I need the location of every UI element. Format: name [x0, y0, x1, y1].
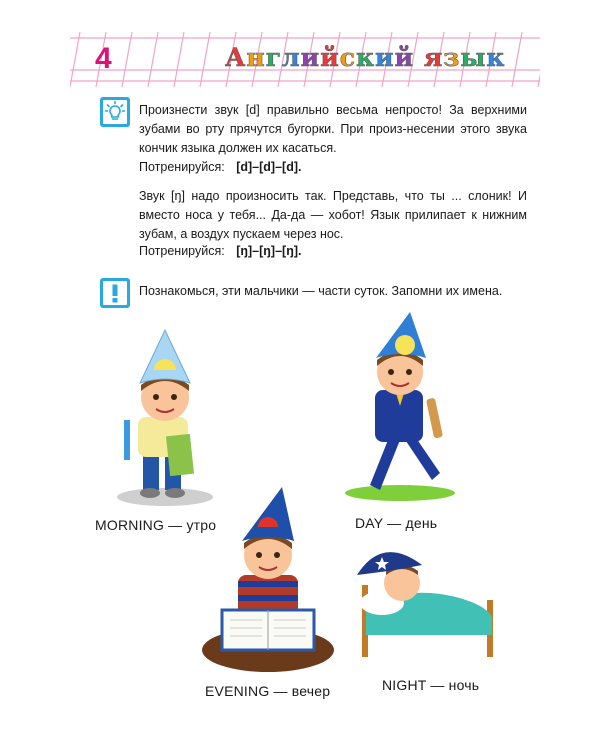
tip-paragraph-2: Звук [ŋ] надо произносить так. Представь, что ты ... слоник! И вместо носа у тебя... Да-да — хобот! Язык прилипает к нижним зубам, а воздух пускаем через нос. — [139, 189, 527, 241]
morning-label: MORNING — утро — [95, 517, 217, 533]
day-character — [340, 310, 460, 505]
evening-character — [200, 485, 335, 677]
title-letter: к — [355, 43, 376, 72]
page-title — [225, 43, 505, 72]
title-letter: я — [423, 43, 444, 72]
evening-label: EVENING — вечер — [205, 683, 331, 699]
practice-1 — [139, 158, 527, 177]
practice-1-value: [d]–[d]–[d]. — [236, 160, 302, 174]
night-label: NIGHT — ночь — [382, 677, 480, 693]
title-letter: А — [225, 43, 247, 72]
night-character — [352, 545, 502, 660]
practice-2-label: Потренируйся: — [139, 244, 225, 258]
practice-1-label: Потренируйся: — [139, 160, 225, 174]
title-letter: й — [394, 43, 415, 72]
title-letter: н — [246, 43, 266, 72]
tip-paragraph-1: Произнести звук [d] правильно весьма непросто! За верхними зубами во рту прячутся бугорки. При произ-несении этого звука кончик языка должен их касаться. — [139, 103, 527, 155]
practice-2-value: [ŋ]–[ŋ]–[ŋ]. — [236, 244, 302, 258]
title-letter: й — [320, 43, 340, 72]
title-letter: л — [282, 43, 301, 72]
title-letter — [414, 43, 424, 72]
practice-2 — [139, 242, 527, 261]
exclamation-icon — [100, 278, 130, 308]
title-letter: и — [375, 43, 395, 72]
title-letter: с — [339, 43, 356, 72]
title-letter: ы — [460, 43, 487, 72]
title-letter: з — [443, 43, 461, 72]
title-letter: и — [300, 43, 321, 72]
title-letter: г — [265, 43, 283, 72]
lightbulb-icon — [100, 97, 130, 127]
morning-character — [110, 325, 220, 510]
note-text: Познакомься, эти мальчики — части суток. Запомни их имена. — [139, 284, 503, 298]
day-label: DAY — день — [355, 515, 438, 531]
page-number: 4 — [95, 42, 112, 75]
title-letter: к — [486, 43, 506, 72]
